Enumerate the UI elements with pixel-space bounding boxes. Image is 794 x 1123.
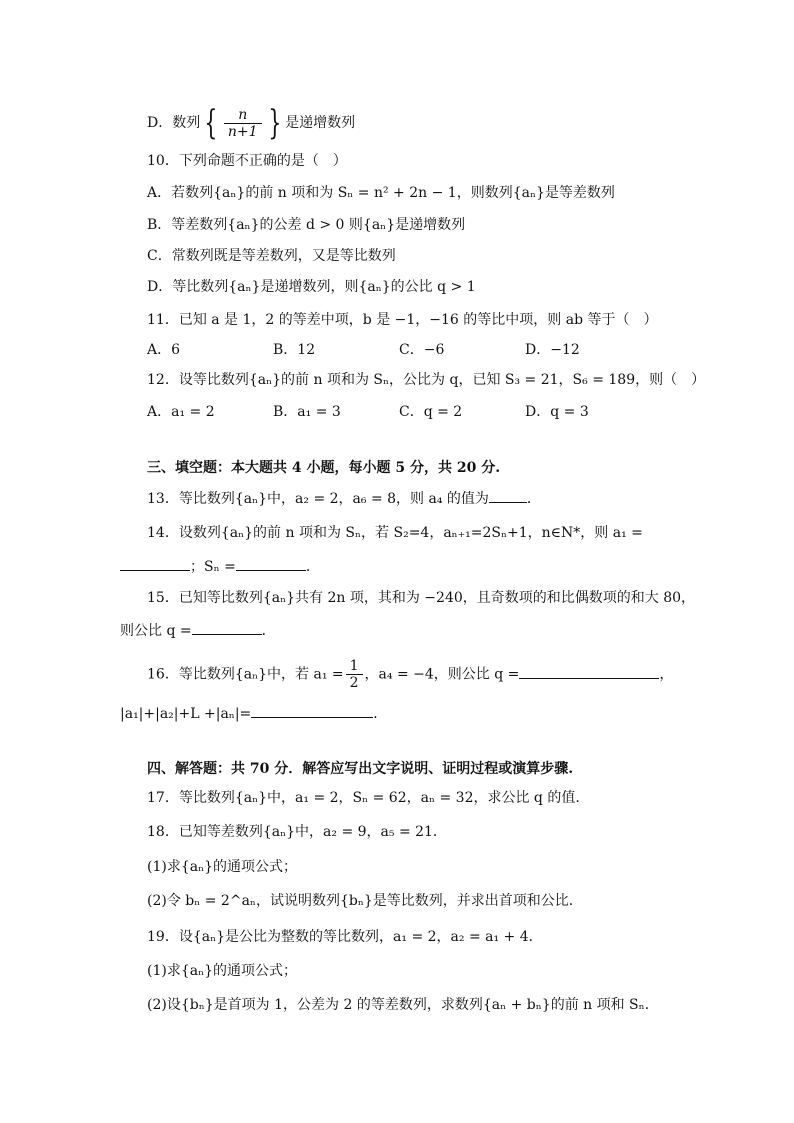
q16-comma: ， bbox=[659, 666, 674, 683]
q9-d-prefix: D．数列 bbox=[147, 115, 201, 131]
q14-mid: ；Sₙ = bbox=[190, 559, 236, 575]
q14-line2 bbox=[120, 556, 694, 577]
q16-frac-den: 2 bbox=[346, 674, 363, 691]
section-4-heading: 四、解答题：共 70 分．解答应写出文字说明、证明过程或演算步骤. bbox=[147, 761, 574, 777]
q12-option-b: B．a₁ = 3 bbox=[273, 404, 341, 420]
q16-line2 bbox=[120, 703, 694, 724]
q11-options bbox=[147, 340, 694, 360]
q16-line1 bbox=[147, 658, 694, 691]
q10-option-d: D．等比数列{aₙ}是递增数列，则{aₙ}的公比 q > 1 bbox=[147, 279, 476, 295]
q19-part2: (2)设{bₙ}是首项为 1，公差为 2 的等差数列，求数列{aₙ + bₙ}的前 n 项和 Sₙ． bbox=[147, 997, 659, 1013]
q16-frac-num: 1 bbox=[349, 658, 359, 674]
q16-end: ． bbox=[373, 706, 388, 722]
q12-option-c: C．q = 2 bbox=[399, 404, 463, 420]
q15-line2 bbox=[120, 620, 694, 641]
q18-part1: (1)求{aₙ}的通项公式； bbox=[147, 859, 298, 875]
q19-part1: (1)求{aₙ}的通项公式； bbox=[147, 963, 298, 979]
q16-mid: ，a₄ = −4，则公比 q = bbox=[364, 666, 520, 683]
q10-option-c: C．常数列既是等差数列，又是等比数列 bbox=[147, 248, 396, 264]
q9-fraction-set bbox=[200, 103, 285, 143]
q14-line1: 14．设数列{aₙ}的前 n 项和为 Sₙ，若 S₂=4，aₙ₊₁=2Sₙ+1，n∈N*，则 a₁ = bbox=[147, 525, 643, 541]
q18-part2: (2)令 bₙ = 2^aₙ，试说明数列{bₙ}是等比数列，并求出首项和公比． bbox=[147, 893, 583, 909]
q10-option-a: A．若数列{aₙ}的前 n 项和为 Sₙ = n² + 2n − 1，则数列{aₙ}是等差数列 bbox=[147, 185, 615, 201]
q12-options bbox=[147, 402, 694, 422]
q11-option-d: D．−12 bbox=[525, 342, 580, 358]
q12-option-a: A．a₁ = 2 bbox=[147, 404, 215, 420]
q12-stem: 12．设等比数列{aₙ}的前 n 项和为 Sₙ，公比为 q，已知 S₃ = 21，S₆ = 189，则（ ） bbox=[147, 372, 706, 388]
q14-end: ． bbox=[305, 559, 320, 575]
q9-d-suffix: 是递增数列 bbox=[285, 115, 356, 131]
q16-blank-sum bbox=[251, 703, 373, 718]
q11-stem: 11．已知 a 是 1，2 的等差中项，b 是 −1，−16 的等比中项，则 ab 等于（ ） bbox=[147, 312, 658, 328]
q18-stem: 18．已知等差数列{aₙ}中，a₂ = 9，a₅ = 21． bbox=[147, 824, 447, 840]
q11-option-a: A．6 bbox=[147, 342, 181, 358]
q10-option-b: B．等差数列{aₙ}的公差 d > 0 则{aₙ}是递增数列 bbox=[147, 217, 466, 233]
q17: 17．等比数列{aₙ}中，a₁ = 2，Sₙ = 62，aₙ = 32，求公比 q 的值. bbox=[147, 790, 580, 806]
q15-line1: 15．已知等比数列{aₙ}共有 2n 项，其和为 −240，且奇数项的和比偶数项的和大 80， bbox=[147, 590, 696, 606]
q16-fraction bbox=[346, 658, 363, 691]
q9-option-d bbox=[147, 103, 694, 143]
q16-pre: 16．等比数列{aₙ}中，若 a₁ = bbox=[147, 666, 344, 683]
q12-option-d: D．q = 3 bbox=[525, 404, 589, 420]
q15-answer-blank bbox=[192, 620, 262, 635]
q16-blank-q bbox=[519, 664, 659, 679]
right-brace: } bbox=[267, 103, 281, 143]
q15-pre: 则公比 q = bbox=[120, 623, 192, 639]
q13-text: 13．等比数列{aₙ}中，a₂ = 2，a₆ = 8，则 a₄ 的值为 bbox=[147, 491, 489, 507]
q16-abs-sum: |a₁|+|a₂|+L +|aₙ|= bbox=[120, 706, 252, 722]
q14-blank-a1 bbox=[120, 556, 190, 571]
q11-option-b: B．12 bbox=[273, 342, 316, 358]
q11-option-c: C．−6 bbox=[399, 342, 445, 358]
q13 bbox=[147, 488, 694, 509]
q9-frac-den: n+1 bbox=[224, 123, 262, 140]
q19-stem: 19．设{aₙ}是公比为整数的等比数列，a₁ = 2，a₂ = a₁ + 4． bbox=[147, 929, 543, 945]
q10-stem: 10．下列命题不正确的是（ ） bbox=[147, 153, 347, 169]
q13-answer-blank bbox=[489, 488, 527, 503]
section-3-heading: 三、填空题：本大题共 4 小题，每小题 5 分，共 20 分. bbox=[147, 460, 501, 476]
q15-end: ． bbox=[261, 623, 276, 639]
left-brace: { bbox=[204, 103, 218, 143]
q13-end: ． bbox=[526, 491, 541, 507]
q14-blank-sn bbox=[236, 556, 306, 571]
q9-frac-num: n bbox=[238, 106, 248, 123]
q9-fraction bbox=[224, 107, 262, 140]
